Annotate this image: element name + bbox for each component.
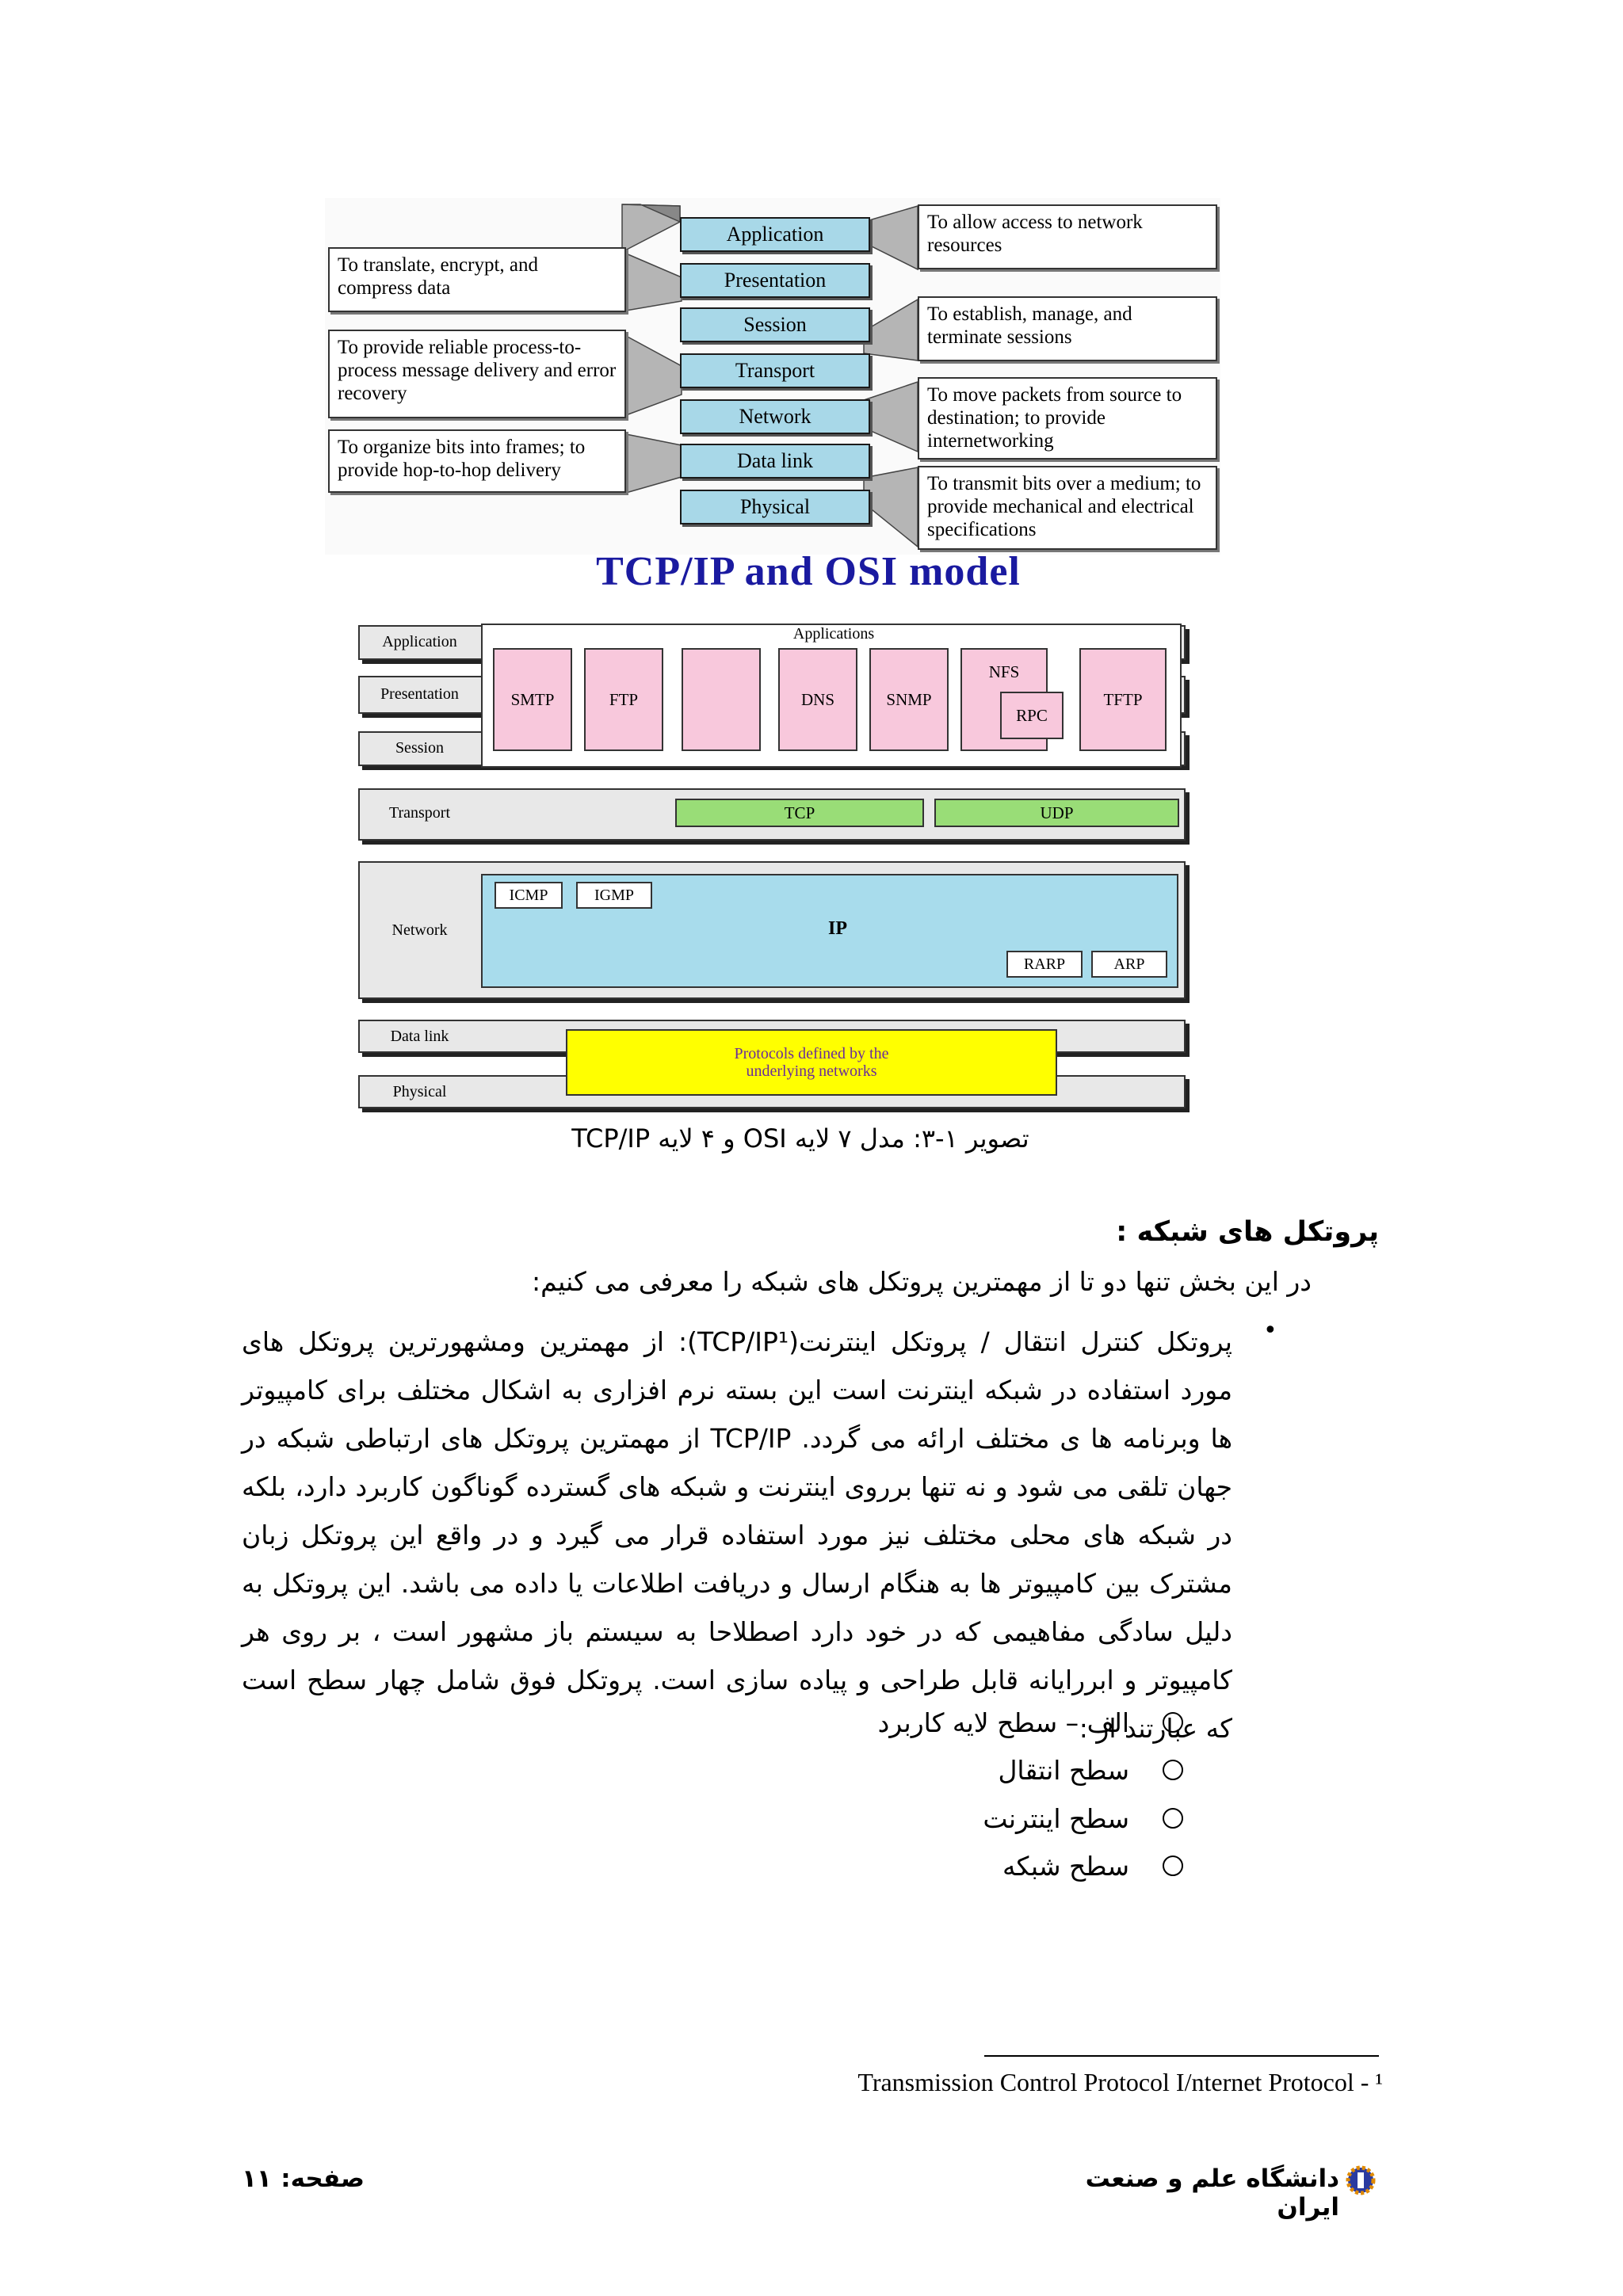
- proto-snmp: SNMP: [869, 648, 949, 751]
- band-label: Transport: [388, 804, 451, 822]
- footnote: Transmission Control Protocol I/nternet Protocol - ¹: [857, 2068, 1383, 2096]
- osi-layer: Network: [680, 399, 870, 434]
- page-number: ۱۱: [242, 2164, 272, 2193]
- proto-dns: DNS: [778, 648, 857, 751]
- sublist-item-3: سطح اینترنت: [812, 1803, 1129, 1834]
- proto-tcp: TCP: [675, 799, 924, 827]
- osi-layer: Data link: [680, 444, 870, 479]
- osi-desc-right: To transmit bits over a medium; to provide mechanical and electrical specifications: [918, 466, 1217, 550]
- sublist-item-4: سطح شبکه: [812, 1851, 1129, 1882]
- proto-tftp: TFTP: [1079, 648, 1167, 751]
- footnote-rule: [984, 2055, 1379, 2057]
- proto-igmp: IGMP: [576, 882, 652, 909]
- circle-bullet-icon: [1163, 1855, 1183, 1876]
- osi-diagram-content: [325, 198, 1220, 555]
- osi-layer: Transport: [680, 353, 870, 388]
- sublist-item-1: الف – سطح لایه کاربرد: [812, 1707, 1129, 1738]
- university-logo-icon: [1343, 2163, 1378, 2198]
- band-label: Physical: [392, 1083, 447, 1100]
- proto-ip: IP: [828, 918, 847, 939]
- proto-icmp: ICMP: [495, 882, 563, 909]
- band-label: Data link: [390, 1028, 449, 1045]
- bullet-paragraph: پروتکل کنترل انتقال / پروتکل اینترنت(TCP/IP¹): از مهمترین ومشهورترین پروتکل های مورد استفاده در شبکه اینترنت است این بسته نرم افزاری به اشکال مختلف برای کامپیوتر ها وبرنامه ها ی مختلف ارائه می گردد. TCP/IP از مهمترین پروتکل های ارتباطی شبکه در جهان تلقی می شود و نه تنها برروی اینترنت و شبکه های گسترده گوناگون کاربرد دارد، بلکه در شبکه های محلی مختلف نیز مورد استفاده قرار می گیرد و در واقع این پروتکل زبان مشترک بین کامپیوتر ها به هنگام ارسال و دریافت اطلاعات یا داده می باشد. این پروتکل به دلیل سادگی مفاهیمی که در خود دارد اصطلاحا به سیستم باز مشهور است ، بر روی هر کامپیوتر و ابررایانه قابل طراحی و پیاده سازی است. پروتکل فوق شامل چهار سطح است که عبارتند از :: [242, 1326, 1232, 1744]
- proto-rarp: RARP: [1006, 951, 1083, 978]
- proto-blank: [682, 648, 761, 751]
- page-label: صفحه:: [281, 2164, 365, 2193]
- osi-layer: Session: [680, 307, 870, 342]
- proto-udp: UDP: [934, 799, 1179, 827]
- proto-nfs: NFS: [960, 648, 1048, 751]
- band-label: Network: [391, 921, 448, 939]
- applications-label: Applications: [792, 625, 875, 643]
- osi-desc-left: To translate, encrypt, and compress data: [328, 247, 626, 312]
- band-label: Application: [382, 633, 457, 650]
- osi-desc-left: To provide reliable process-to-process message delivery and error recovery: [328, 330, 626, 418]
- diagram-title: TCP/IP and OSI model: [596, 549, 1021, 594]
- osi-layer: Application: [680, 217, 870, 252]
- band-label: Session: [395, 739, 445, 757]
- osi-desc-right: To allow access to network resources: [918, 204, 1217, 269]
- underlying-networks: Protocols defined by the underlying networks: [566, 1029, 1057, 1096]
- intro-paragraph: در این بخش تنها دو تا از مهمترین پروتکل های شبکه را معرفی می کنیم:: [532, 1266, 1312, 1297]
- osi-desc-right: To establish, manage, and terminate sessions: [918, 296, 1217, 361]
- section-heading: پروتکل های شبکه :: [1116, 1216, 1379, 1248]
- circle-bullet-icon: [1163, 1712, 1183, 1733]
- figure-caption: تصویر ۱-۳: مدل ۷ لایه OSI و ۴ لایه TCP/IP: [571, 1123, 1029, 1154]
- proto-rpc: RPC: [1000, 692, 1064, 739]
- band-label: Presentation: [380, 685, 459, 703]
- tcpip-diagram: [358, 622, 1192, 1113]
- sublist-item-2: سطح انتقال: [812, 1755, 1129, 1786]
- osi-layer: Physical: [680, 490, 870, 524]
- proto-arp: ARP: [1091, 951, 1167, 978]
- circle-bullet-icon: [1163, 1760, 1183, 1780]
- university-name: دانشگاه علم و صنعت ایران: [1085, 2164, 1339, 2222]
- osi-layer: Presentation: [680, 263, 870, 298]
- bullet-icon: •: [1263, 1317, 1277, 1344]
- proto-ftp: FTP: [584, 648, 663, 751]
- circle-bullet-icon: [1163, 1808, 1183, 1829]
- osi-desc-right: To move packets from source to destination; to provide internetworking: [918, 377, 1217, 460]
- proto-smtp: SMTP: [493, 648, 572, 751]
- osi-desc-left: To organize bits into frames; to provide hop-to-hop delivery: [328, 429, 626, 493]
